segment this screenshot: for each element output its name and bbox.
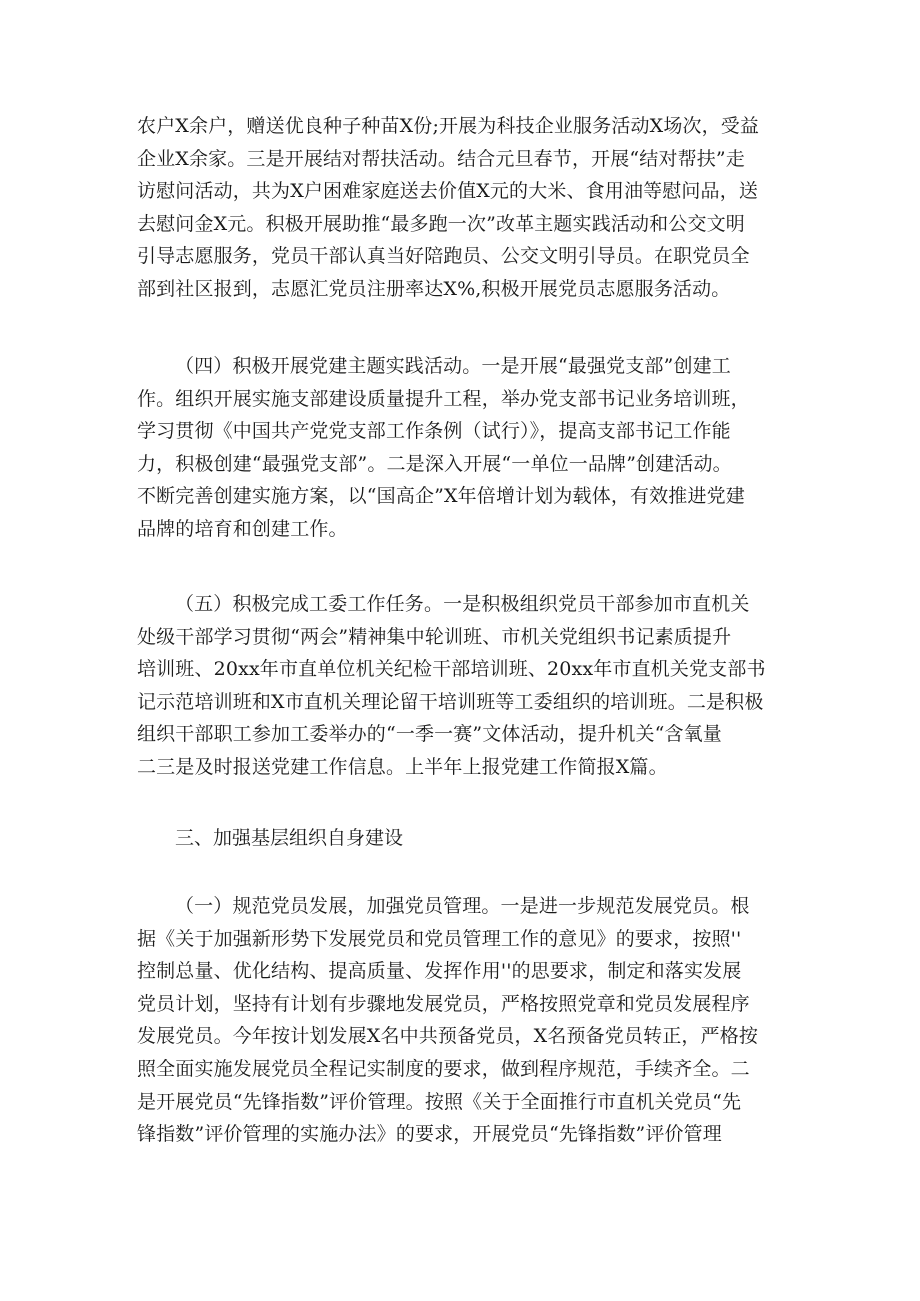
text-line: 学习贯彻《中国共产党党支部工作条例（试行）》，提高支部书记工作能 bbox=[137, 420, 731, 443]
text-line: 组织干部职工参加工委举办的“一季一赛”文体活动，提升机关“含氧量 bbox=[137, 723, 722, 746]
text-line: 农户X余户，赠送优良种子种苗X份;开展为科技企业服务活动X场次，受益 bbox=[137, 115, 760, 137]
paragraph-4 bbox=[137, 350, 797, 546]
paragraph-5 bbox=[137, 588, 797, 784]
text-line: 锋指数”评价管理的实施办法》的要求，开展党员“先锋指数”评价管理 bbox=[137, 1123, 722, 1146]
text-line: 部到社区报到，志愿汇党员注册率达X%,积极开展党员志愿服务活动。 bbox=[137, 277, 731, 300]
text-line: 不断完善创建实施方案，以“国高企”X年倍增计划为载体，有效推进党建 bbox=[137, 485, 745, 508]
text-line: （一）规范党员发展，加强党员管理。一是进一步规范发展党员。根 bbox=[175, 895, 750, 917]
text-line: 党员计划，坚持有计划有步骤地发展党员，严格按照党章和党员发展程序 bbox=[137, 992, 750, 1015]
text-line: 品牌的培育和创建工作。 bbox=[137, 517, 348, 540]
text-line: 引导志愿服务，党员干部认真当好陪跑员、公交文明引导员。在职党员全 bbox=[137, 245, 750, 268]
text-line: （四）积极开展党建主题实践活动。一是开展“最强党支部”创建工 bbox=[175, 355, 731, 377]
text-line: 控制总量、优化结构、提高质量、发挥作用''的思要求，制定和落实发展 bbox=[137, 960, 742, 983]
text-line: （五）积极完成工委工作任务。一是积极组织党员干部参加市直机关 bbox=[175, 593, 750, 615]
text-line: 据《关于加强新形势下发展党员和党员管理工作的意见》的要求，按照'' bbox=[137, 927, 742, 950]
paragraph-3-1 bbox=[137, 890, 797, 1151]
text-line: 去慰问金X元。积极开展助推“最多跑一次”改革主题实践活动和公交文明 bbox=[137, 212, 745, 235]
text-line: 访慰问活动，共为X户困难家庭送去价值X元的大米、食用油等慰问品，送 bbox=[137, 180, 759, 203]
text-line: 力，积极创建“最强党支部”。二是深入开展“一单位一品牌”创建活动。 bbox=[137, 452, 732, 475]
text-line: 发展党员。今年按计划发展X名中共预备党员，X名预备党员转正，严格按 bbox=[137, 1025, 759, 1048]
paragraph-continued bbox=[137, 110, 797, 306]
text-line: 照全面实施发展党员全程记实制度的要求，做到程序规范，手续齐全。二 bbox=[137, 1057, 750, 1080]
text-line: 企业X余家。三是开展结对帮扶活动。结合元旦春节，开展“结对帮扶”走 bbox=[137, 147, 745, 170]
text-line: 记示范培训班和X市直机关理论留干培训班等工委组织的培训班。二是积极 bbox=[137, 690, 764, 713]
text-line: 二三是及时报送党建工作信息。上半年上报党建工作简报X篇。 bbox=[137, 755, 668, 778]
text-line: 作。组织开展实施支部建设质量提升工程，举办党支部书记业务培训班， bbox=[137, 387, 750, 410]
text-line: 培训班、20xx年市直单位机关纪检干部培训班、20xx年市直机关党支部书 bbox=[137, 658, 766, 681]
text-line: 是开展党员“先锋指数”评价管理。按照《关于全面推行市直机关党员“先 bbox=[137, 1090, 742, 1113]
section-heading: 三、加强基层组织自身建设 bbox=[175, 827, 404, 849]
text-line: 处级干部学习贯彻“两会”精神集中轮训班、市机关党组织书记素质提升 bbox=[137, 625, 732, 648]
